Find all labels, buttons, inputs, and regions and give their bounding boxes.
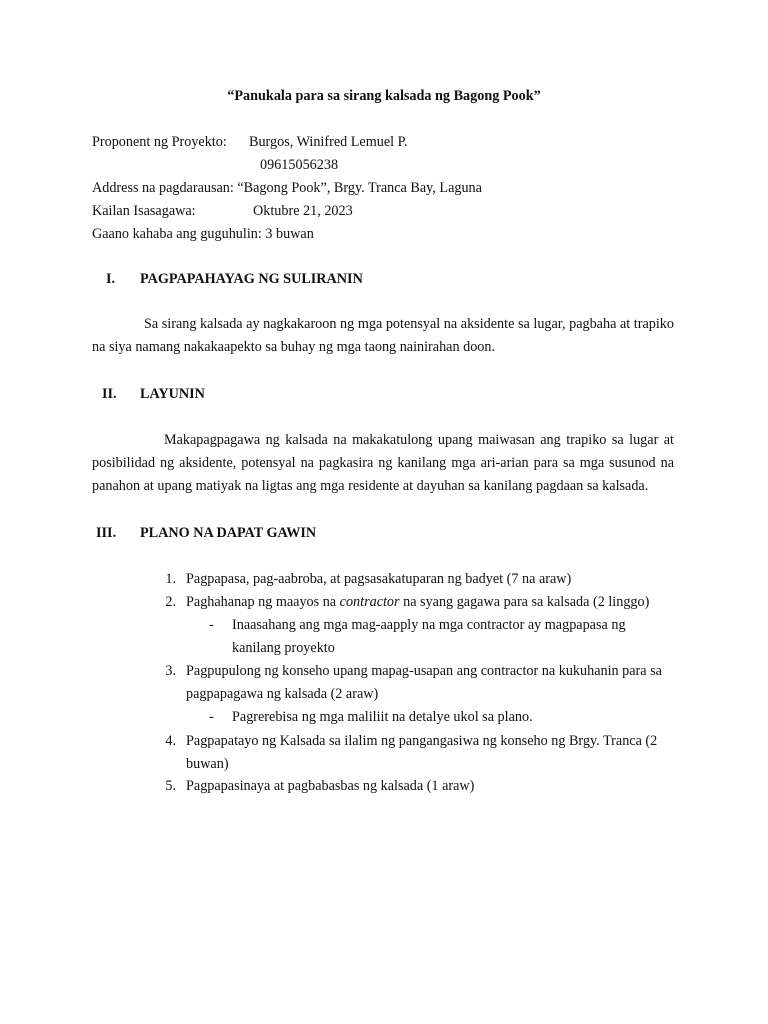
section-2-paragraph: Makapagpagawa ng kalsada na makakatulong upang maiwasan ang trapiko sa lugar at posibilidad ng aksidente, potensyal na pagkasira ng kanilang mga ari-arian para sa mga susunod na panahon at upang matiyak na ligtas ang mga residente at dayuhan sa kanilang pagdaan sa kalsada. bbox=[92, 432, 674, 495]
duration-value: 3 buwan bbox=[265, 226, 314, 242]
section-1-numeral: I. bbox=[106, 271, 116, 287]
plan-item-3-sub-dash: - bbox=[209, 709, 214, 725]
plan-item-1: Pagpapasa, pag-aabroba, at pagsasakatuparan ng badyet (7 na araw) bbox=[186, 571, 572, 587]
plan-item-2 bbox=[186, 595, 649, 609]
plan-item-2-emphasis: contractor bbox=[339, 594, 400, 610]
address-value: “Bagong Pook”, Brgy. Tranca Bay, Laguna bbox=[237, 180, 482, 196]
section-1-paragraph: Sa sirang kalsada ay nagkakaroon ng mga potensyal na aksidente sa lugar, pagbaha at trapiko na siya namang nakakaapekto sa buhay ng mga taong nainirahan doon. bbox=[92, 316, 674, 356]
plan-item-1-number: 1. bbox=[165, 571, 176, 587]
proponent-label: Proponent ng Proyekto: bbox=[92, 134, 227, 150]
proponent-phone: 09615056238 bbox=[260, 157, 339, 173]
plan-item-2-text-a: Paghahanap ng maayos na bbox=[186, 594, 340, 610]
section-3-heading: PLANO NA DAPAT GAWIN bbox=[140, 525, 317, 541]
section-2-numeral: II. bbox=[102, 386, 117, 402]
plan-item-2-sub-dash: - bbox=[209, 617, 214, 633]
plan-item-2-number: 2. bbox=[165, 594, 176, 610]
section-2-heading: LAYUNIN bbox=[140, 386, 205, 402]
proponent-name: Burgos, Winifred Lemuel P. bbox=[249, 134, 408, 150]
plan-item-3-number: 3. bbox=[165, 663, 176, 679]
date-value: Oktubre 21, 2023 bbox=[253, 203, 353, 219]
address-label: Address na pagdarausan: bbox=[92, 180, 234, 196]
plan-item-3-sub: Pagrerebisa ng mga maliliit na detalye ukol sa plano. bbox=[232, 709, 533, 725]
plan-item-5: Pagpapasinaya at pagbabasbas ng kalsada (1 araw) bbox=[186, 778, 475, 794]
plan-item-4-line-2: buwan) bbox=[186, 756, 229, 772]
plan-item-4-number: 4. bbox=[165, 733, 176, 749]
plan-item-2-sub-line-2: kanilang proyekto bbox=[232, 640, 335, 656]
duration-line bbox=[92, 227, 314, 241]
plan-item-3-line-1: Pagpupulong ng konseho upang mapag-usapan ang contractor na kukuhanin para sa bbox=[186, 663, 662, 679]
plan-item-5-number: 5. bbox=[165, 778, 176, 794]
section-1-heading: PAGPAPAHAYAG NG SULIRANIN bbox=[140, 271, 363, 287]
plan-item-2-sub-line-1: Inaasahang ang mga mag-aapply na mga contractor ay magpapasa ng bbox=[232, 617, 626, 633]
plan-item-3-line-2: pagpapagawa ng kalsada (2 araw) bbox=[186, 686, 379, 702]
plan-item-2-text-b: na syang gagawa para sa kalsada (2 linggo) bbox=[399, 594, 650, 610]
address-line bbox=[92, 181, 482, 195]
section-3-numeral: III. bbox=[96, 525, 117, 541]
date-label: Kailan Isasagawa: bbox=[92, 203, 196, 219]
plan-item-4-line-1: Pagpapatayo ng Kalsada sa ilalim ng pangangasiwa ng konseho ng Brgy. Tranca (2 bbox=[186, 733, 658, 749]
document-title: “Panukala para sa sirang kalsada ng Bagong Pook” bbox=[227, 88, 541, 104]
duration-label: Gaano kahaba ang guguhulin: bbox=[92, 226, 262, 242]
